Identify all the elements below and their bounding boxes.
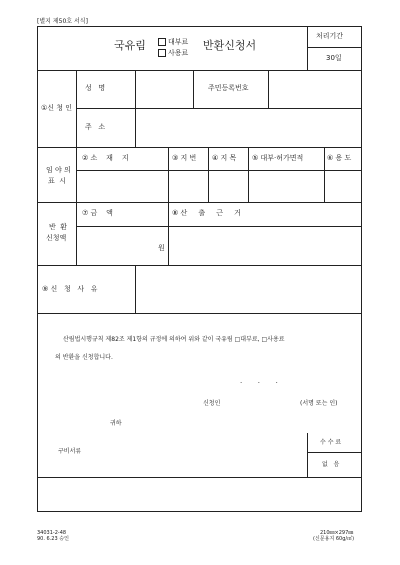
fee-value: 없 음 xyxy=(322,461,340,468)
usage-field[interactable] xyxy=(325,172,361,201)
location-field[interactable] xyxy=(77,172,167,201)
sign-note: (서명 또는 인) xyxy=(300,400,338,407)
refund-section-label-1: 반 환 xyxy=(49,223,67,231)
land-category-field[interactable] xyxy=(209,172,247,201)
forest-section-label-1: 임 야 의 xyxy=(46,166,71,174)
id-number-field[interactable] xyxy=(269,72,361,107)
location-label: ② 소 재 지 xyxy=(82,154,129,162)
footer-paper-type: (신문용지 60g/㎡) xyxy=(313,536,355,542)
fee-label: 수 수 료 xyxy=(320,439,342,446)
option-lease: 대부료 xyxy=(158,38,188,46)
reason-field[interactable] xyxy=(136,267,361,312)
forest-section-label-2: 표 시 xyxy=(48,177,66,185)
footer-paper-size: 210㎜×297㎜ xyxy=(320,530,354,536)
area-label: ⑤ 대부·허가면적 xyxy=(252,154,304,162)
address-field[interactable] xyxy=(136,110,361,146)
won-unit: 원 xyxy=(158,244,165,252)
basis-field[interactable] xyxy=(169,228,361,264)
date-marks: . . . xyxy=(240,377,278,385)
checkbox-usage[interactable] xyxy=(158,49,166,57)
area-field[interactable] xyxy=(249,172,323,201)
checkbox-lease[interactable] xyxy=(158,38,166,46)
id-number-label: 주민등록번호 xyxy=(208,84,249,92)
lot-number-field[interactable] xyxy=(169,172,207,201)
amount-label: ⑦ 금 액 xyxy=(82,209,113,217)
footer-approval: 90. 6.23 승인 xyxy=(37,536,69,542)
form-number: [별지 제50호 서식] xyxy=(37,18,88,25)
applicant-sign-label: 신청인 xyxy=(203,400,221,407)
title-main-right: 반환신청서 xyxy=(203,39,257,52)
processing-label: 처리기간 xyxy=(316,32,344,40)
title-main-left: 국유림 xyxy=(114,39,146,52)
option-usage: 사용료 xyxy=(158,49,188,57)
name-label: 성 명 xyxy=(85,84,106,92)
usage-label: ⑥ 용 도 xyxy=(327,154,352,162)
addressee: 귀하 xyxy=(110,420,122,427)
lot-number-label: ③ 지 번 xyxy=(172,154,197,162)
land-category-label: ④ 지 목 xyxy=(212,154,237,162)
statement-line-1: 산림법시행규칙 제82조 제1항의 규정에 의하여 위와 같이 국유림 □대부료, □사용료 xyxy=(63,336,285,343)
attachments-label: 구비서류 xyxy=(58,448,82,455)
applicant-section-label: ①신 청 인 xyxy=(41,104,73,112)
processing-value: 30일 xyxy=(326,54,342,62)
footer-code: 34031-2-48 xyxy=(37,530,67,536)
reason-label: ⑨ 신 청 사 유 xyxy=(42,285,98,293)
name-field[interactable] xyxy=(136,72,192,107)
amount-field[interactable] xyxy=(77,228,155,264)
statement-line-2: 의 반환을 신청합니다. xyxy=(55,354,113,361)
address-label: 주 소 xyxy=(85,123,106,131)
refund-section-label-2: 신청액 xyxy=(46,234,67,242)
basis-label: ⑧ 산 출 근 거 xyxy=(172,209,241,217)
